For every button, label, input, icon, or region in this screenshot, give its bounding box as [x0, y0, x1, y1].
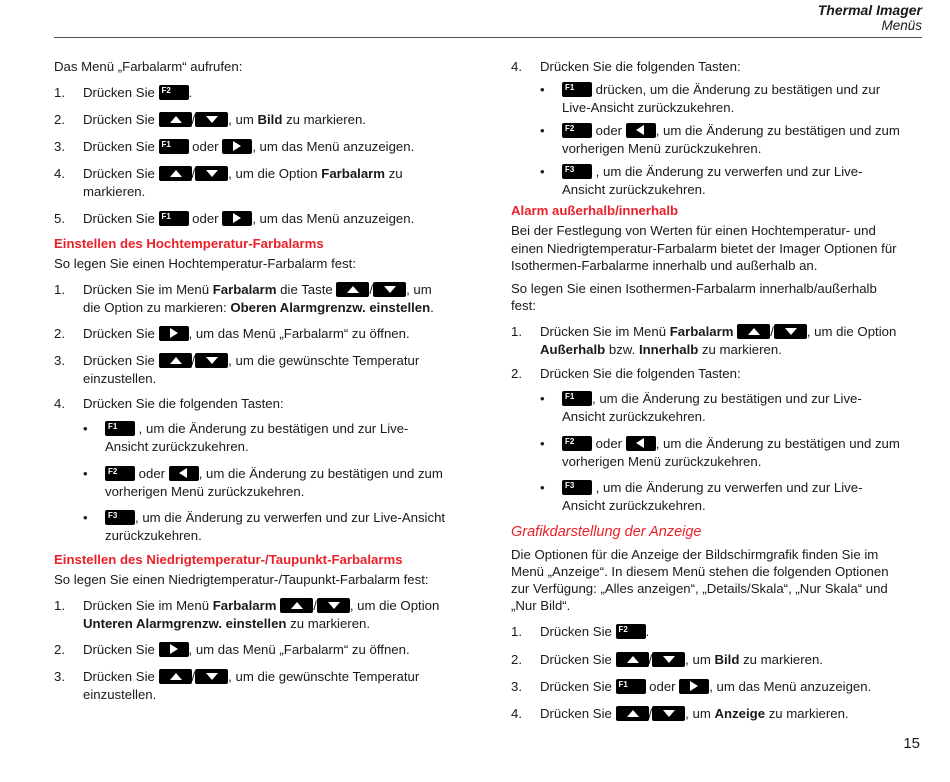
- key-label: F2: [565, 124, 575, 133]
- para-graphic-4: „Nur Bild“.: [511, 598, 571, 613]
- key-label: F2: [108, 467, 118, 476]
- right-arrow-key-icon: [159, 326, 189, 341]
- text: Drücken Sie: [83, 166, 159, 181]
- text: oder: [592, 436, 626, 451]
- step-number: 4.: [511, 706, 522, 721]
- left-arrow-key-icon: [626, 436, 656, 451]
- text: zu markieren.: [286, 616, 371, 631]
- text: zu markieren.: [765, 706, 849, 721]
- text: , um das Menü „Farbalarm“ zu öffnen.: [188, 642, 410, 657]
- step-text: [83, 325, 410, 343]
- text: Drücken Sie im Menü: [83, 282, 213, 297]
- text: /: [191, 166, 196, 181]
- down-arrow-key-icon: [652, 706, 685, 721]
- text: die Taste: [276, 282, 337, 297]
- text: /: [191, 353, 196, 368]
- step-text: [83, 668, 419, 686]
- bullet-text: [562, 435, 900, 453]
- step-text: [83, 111, 366, 129]
- step-text: [83, 84, 192, 102]
- bold-text: Unteren Alarmgrenzw. einstellen: [83, 616, 287, 631]
- step-text: Drücken Sie die folgenden Tasten:: [540, 366, 741, 381]
- text: , um die Änderung zu bestätigen und zum: [655, 436, 900, 451]
- text: oder: [188, 139, 223, 154]
- key-label: F3: [565, 481, 575, 490]
- up-arrow-key-icon: [159, 166, 192, 181]
- bold-text: Außerhalb: [540, 342, 606, 357]
- text: , um die gewünschte Temperatur: [228, 669, 420, 684]
- f3-key-icon: [562, 480, 592, 495]
- down-arrow-key-icon: [373, 282, 406, 297]
- step-number: 3.: [54, 139, 65, 154]
- right-arrow-key-icon: [679, 679, 709, 694]
- key-label: F1: [565, 392, 575, 401]
- text: die Option zu markieren:: [83, 300, 231, 315]
- f2-key-icon: [159, 85, 189, 100]
- step-text: [540, 341, 782, 359]
- text: /: [313, 598, 317, 613]
- f3-key-icon: [562, 164, 592, 179]
- up-arrow-key-icon: [159, 112, 192, 127]
- bullet-text: [562, 479, 863, 497]
- text: Drücken Sie: [83, 211, 159, 226]
- text: , um: [228, 112, 258, 127]
- key-label: F2: [565, 437, 575, 446]
- intro-iso-2: fest:: [511, 298, 536, 313]
- up-arrow-key-icon: [159, 353, 192, 368]
- text: vorherigen Menü zurückzukehren.: [562, 454, 762, 469]
- bullet: •: [83, 510, 88, 525]
- bold-text: Oberen Alarmgrenzw. einstellen: [230, 300, 431, 315]
- step-number: 1.: [54, 598, 65, 613]
- text: Live-Ansicht zurückzukehren.: [562, 100, 735, 115]
- para-iso-3: Isothermen-Farbalarme innerhalb und außerhalb an.: [511, 258, 818, 273]
- step-text: [83, 281, 432, 299]
- step-text: Drücken Sie die folgenden Tasten:: [83, 396, 284, 411]
- text: , um die gewünschte Temperatur: [228, 353, 420, 368]
- bullet: •: [540, 82, 545, 97]
- text: Drücken Sie: [83, 85, 159, 100]
- text: Drücken Sie: [540, 706, 616, 721]
- f1-key-icon: [616, 679, 646, 694]
- text: Drücken Sie: [83, 642, 159, 657]
- text: einzustellen.: [83, 687, 157, 702]
- f2-key-icon: [562, 436, 592, 451]
- step-number: 4.: [54, 396, 65, 411]
- step-text: Drücken Sie die folgenden Tasten:: [540, 59, 741, 74]
- running-header: [818, 3, 922, 33]
- text: vorherigen Menü zurückzukehren.: [105, 484, 305, 499]
- para-iso-1: Bei der Festlegung von Werten für einen Hochtemperatur- und: [511, 223, 876, 238]
- step-text: [540, 705, 849, 723]
- text: Drücken Sie im Menü: [83, 598, 213, 613]
- text: markieren.: [83, 184, 146, 199]
- text: Drücken Sie: [83, 326, 159, 341]
- text: Ansicht zurückzukehren.: [562, 182, 706, 197]
- bullet: •: [540, 436, 545, 451]
- step-number: 3.: [511, 679, 522, 694]
- down-arrow-key-icon: [195, 669, 228, 684]
- f3-key-icon: [105, 510, 135, 525]
- step-text: [540, 678, 871, 696]
- text: , um das Menü anzuzeigen.: [709, 679, 872, 694]
- text: zu markieren.: [282, 112, 366, 127]
- text: oder: [645, 679, 680, 694]
- text: , um die Änderung zu verwerfen und zur Live-: [592, 480, 863, 495]
- bullet-text: [105, 509, 445, 527]
- text: Ansicht zurückzukehren.: [105, 439, 249, 454]
- text: , um das Menü anzuzeigen.: [252, 139, 415, 154]
- text: Ansicht zurückzukehren.: [562, 409, 706, 424]
- text: Drücken Sie: [83, 139, 159, 154]
- text: oder: [135, 466, 169, 481]
- heading-graphic-display: Grafikdarstellung der Anzeige: [511, 524, 702, 540]
- heading-iso-alarm: Alarm außerhalb/innerhalb: [511, 203, 679, 218]
- bullet-text: [562, 122, 900, 140]
- bullet-text: [562, 390, 862, 408]
- para-graphic-2: Menü „Anzeige“. In diesem Menü stehen die folgenden Optionen: [511, 564, 889, 579]
- step-number: 1.: [511, 324, 522, 339]
- right-arrow-key-icon: [159, 642, 189, 657]
- text: , um die Änderung zu verwerfen und zur Live-: [592, 164, 863, 179]
- step-number: 2.: [54, 326, 65, 341]
- step-number: 2.: [54, 112, 65, 127]
- header-section: Menüs: [881, 18, 922, 33]
- text: bzw.: [605, 342, 639, 357]
- f2-key-icon: [616, 624, 646, 639]
- step-text: [83, 138, 414, 156]
- text: .: [188, 85, 193, 100]
- text: , um die Option: [349, 598, 440, 613]
- f1-key-icon: [159, 211, 189, 226]
- step-number: 1.: [511, 624, 522, 639]
- up-arrow-key-icon: [280, 598, 313, 613]
- up-arrow-key-icon: [159, 669, 192, 684]
- text: einzustellen.: [83, 371, 157, 386]
- text: , um die Option: [228, 166, 322, 181]
- key-label: F1: [108, 422, 118, 431]
- step-text: [83, 299, 434, 317]
- text: Drücken Sie im Menü: [540, 324, 670, 339]
- step-text: [540, 623, 649, 641]
- down-arrow-key-icon: [195, 166, 228, 181]
- key-label: F1: [161, 140, 171, 149]
- f1-key-icon: [562, 391, 592, 406]
- step-number: 4.: [511, 59, 522, 74]
- step-number: 3.: [54, 353, 65, 368]
- text: zu markieren.: [698, 342, 782, 357]
- up-arrow-key-icon: [336, 282, 369, 297]
- key-label: F3: [108, 511, 118, 520]
- bullet: •: [540, 391, 545, 406]
- text: , um das Menü anzuzeigen.: [252, 211, 415, 226]
- text: zurückzukehren.: [105, 528, 202, 543]
- bullet-text: [562, 163, 863, 181]
- text: Drücken Sie: [540, 679, 616, 694]
- down-arrow-key-icon: [774, 324, 807, 339]
- f1-key-icon: [105, 421, 135, 436]
- bold-text: Bild: [714, 652, 740, 667]
- down-arrow-key-icon: [195, 353, 228, 368]
- page-number: 15: [903, 735, 920, 752]
- intro-text: Das Menü „Farbalarm“ aufrufen:: [54, 59, 243, 74]
- left-arrow-key-icon: [626, 123, 656, 138]
- f1-key-icon: [562, 82, 592, 97]
- bold-text: Farbalarm: [212, 282, 277, 297]
- text: .: [645, 624, 650, 639]
- step-text: [83, 597, 439, 615]
- key-label: F1: [565, 83, 575, 92]
- text: , um die Änderung zu bestätigen und zum: [655, 123, 900, 138]
- step-number: 2.: [511, 652, 522, 667]
- step-text: [540, 651, 823, 669]
- bullet: •: [540, 123, 545, 138]
- right-arrow-key-icon: [222, 211, 252, 226]
- header-title: Thermal Imager: [817, 2, 922, 18]
- bold-text: Bild: [257, 112, 283, 127]
- text: , um die Option: [806, 324, 897, 339]
- bullet: •: [540, 164, 545, 179]
- para-graphic-3: zur Verfügung: „Alles anzeigen“, „Details/Skala“, „Nur Skala“ und: [511, 581, 888, 596]
- intro-iso-1: So legen Sie einen Isothermen-Farbalarm innerhalb/außerhalb: [511, 281, 877, 296]
- left-arrow-key-icon: [169, 466, 199, 481]
- down-arrow-key-icon: [317, 598, 350, 613]
- intro-open-menu: [54, 58, 466, 76]
- text: , um die Änderung zu bestätigen und zur Live-: [592, 391, 862, 406]
- text: Drücken Sie: [83, 112, 159, 127]
- text: Drücken Sie: [540, 624, 616, 639]
- bullet: •: [540, 480, 545, 495]
- step-number: 2.: [511, 366, 522, 381]
- up-arrow-key-icon: [616, 652, 649, 667]
- header-rule: [54, 37, 922, 38]
- heading-low-alarm: Einstellen des Niedrigtemperatur-/Taupunkt-Farbalarms: [54, 552, 403, 567]
- step-text: [83, 165, 403, 183]
- key-label: F1: [618, 680, 628, 689]
- f1-key-icon: [159, 139, 189, 154]
- text: , um: [406, 282, 432, 297]
- step-number: 3.: [54, 669, 65, 684]
- bullet-text: [105, 420, 408, 438]
- key-label: F1: [161, 212, 171, 221]
- step-number: 4.: [54, 166, 65, 181]
- key-label: F3: [565, 165, 575, 174]
- text: /: [648, 706, 653, 721]
- heading-high-alarm: Einstellen des Hochtemperatur-Farbalarms: [54, 236, 324, 251]
- bullet-text: [562, 81, 880, 99]
- text: .: [430, 300, 434, 315]
- up-arrow-key-icon: [737, 324, 770, 339]
- text: , um das Menü „Farbalarm“ zu öffnen.: [188, 326, 410, 341]
- bullet: •: [83, 466, 88, 481]
- f2-key-icon: [105, 466, 135, 481]
- text: oder: [592, 123, 626, 138]
- text: Drücken Sie: [83, 669, 159, 684]
- f2-key-icon: [562, 123, 592, 138]
- up-arrow-key-icon: [616, 706, 649, 721]
- step-text: [83, 210, 414, 228]
- intro-high-alarm: So legen Sie einen Hochtemperatur-Farbalarm fest:: [54, 256, 356, 271]
- text: /: [369, 282, 374, 297]
- step-text: [83, 615, 370, 633]
- bullet: •: [83, 421, 88, 436]
- text: Ansicht zurückzukehren.: [562, 498, 706, 513]
- step-text: [540, 323, 896, 341]
- text: /: [770, 324, 774, 339]
- step-number: 1.: [54, 85, 65, 100]
- text: Drücken Sie: [83, 353, 159, 368]
- text: /: [648, 652, 653, 667]
- step-number: 1.: [54, 282, 65, 297]
- step-text: [83, 352, 419, 370]
- down-arrow-key-icon: [195, 112, 228, 127]
- text: , um die Änderung zu verwerfen und zur Live-Ansicht: [135, 510, 446, 525]
- text: /: [191, 669, 196, 684]
- step-number: 5.: [54, 211, 65, 226]
- para-iso-2: einen Niedrigtemperatur-Farbalarm bietet der Imager Optionen für: [511, 241, 897, 256]
- step-number: 2.: [54, 642, 65, 657]
- text: vorherigen Menü zurückzukehren.: [562, 141, 762, 156]
- para-graphic-1: Die Optionen für die Anzeige der Bildschirmgrafik finden Sie im: [511, 547, 879, 562]
- key-label: F2: [618, 625, 628, 634]
- text: , um: [685, 706, 715, 721]
- right-arrow-key-icon: [222, 139, 252, 154]
- intro-low-alarm: So legen Sie einen Niedrigtemperatur-/Taupunkt-Farbalarm fest:: [54, 572, 429, 587]
- bold-text: Farbalarm: [669, 324, 734, 339]
- key-label: F2: [161, 86, 171, 95]
- text: drücken, um die Änderung zu bestätigen und zur: [592, 82, 881, 97]
- text: , um die Änderung zu bestätigen und zur Live-: [135, 421, 409, 436]
- bullet-text: [105, 465, 443, 483]
- step-text: [83, 641, 410, 659]
- bold-text: Farbalarm: [212, 598, 277, 613]
- bold-text: Anzeige: [714, 706, 766, 721]
- text: , um: [685, 652, 715, 667]
- text: zu markieren.: [739, 652, 823, 667]
- text: /: [191, 112, 196, 127]
- text: zu: [385, 166, 403, 181]
- text: Drücken Sie: [540, 652, 616, 667]
- text: oder: [188, 211, 223, 226]
- text: , um die Änderung zu bestätigen und zum: [198, 466, 443, 481]
- bold-text: Innerhalb: [638, 342, 699, 357]
- down-arrow-key-icon: [652, 652, 685, 667]
- bold-text: Farbalarm: [321, 166, 386, 181]
